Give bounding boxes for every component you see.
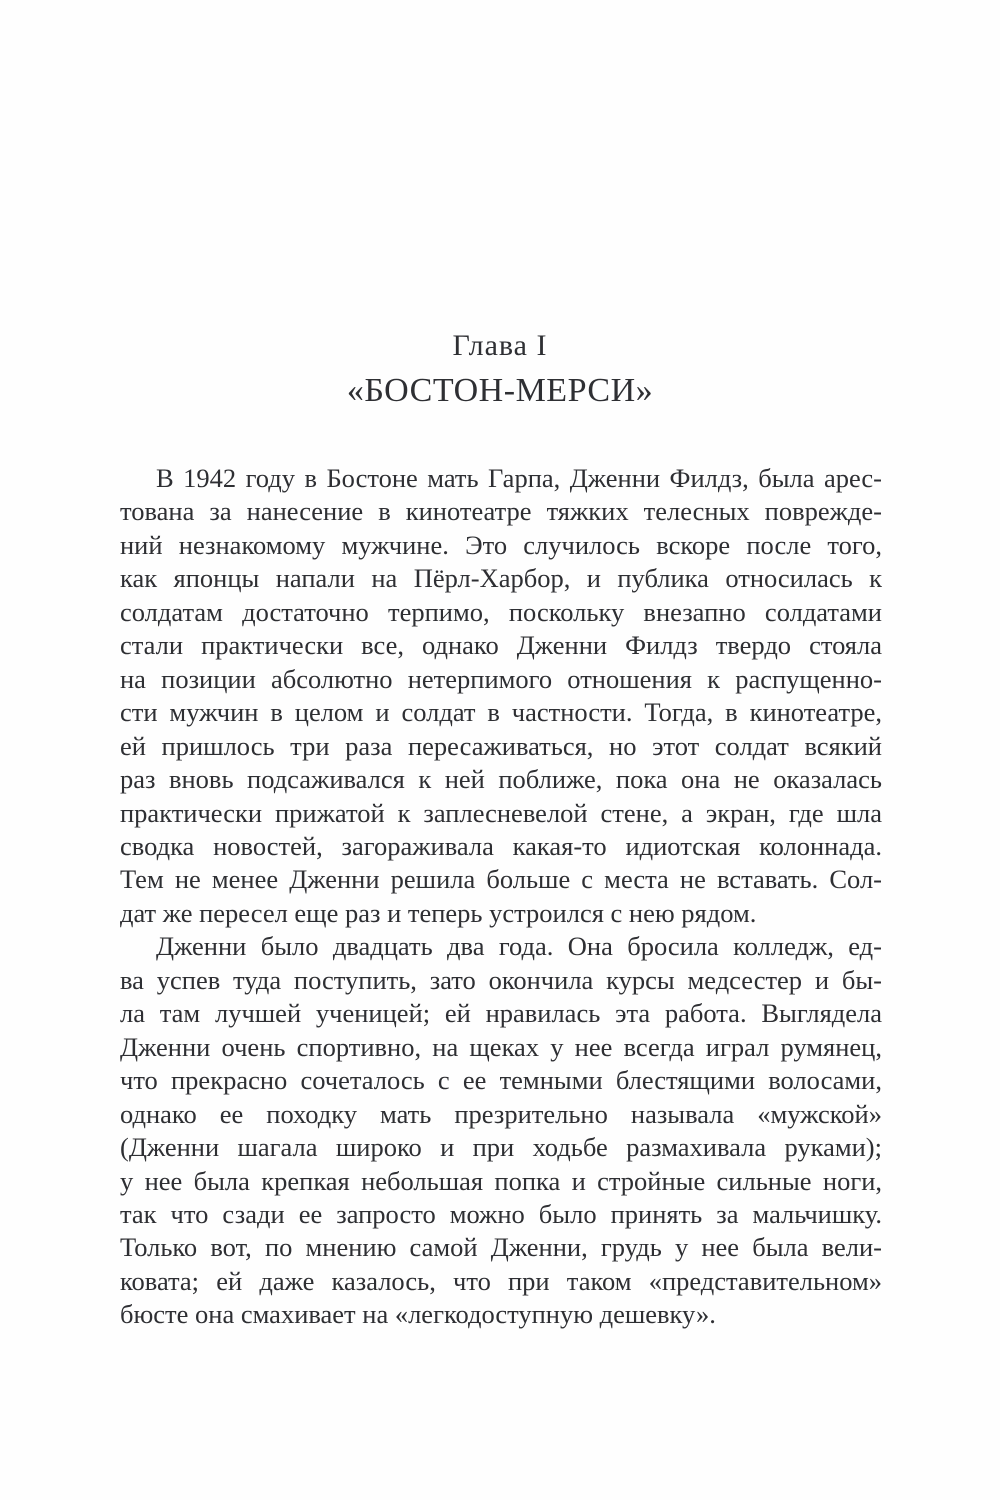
text-line: стали практически все, однако Дженни Филдз твердо стояла	[120, 630, 882, 661]
text-line: дат же пересел еще раз и теперь устроился с нею рядом.	[120, 897, 757, 928]
text-line: ей пришлось три раза пересаживаться, но этот солдат всякий	[120, 730, 882, 761]
text-line: однако ее походку мать презрительно называла «мужской»	[120, 1098, 882, 1129]
chapter-title: «БОСТОН-МЕРСИ»	[346, 372, 654, 409]
text-line: как японцы напали на Пёрл-Харбор, и публика относилась к	[120, 563, 882, 594]
text-line: так что сзади ее запросто можно было принять за мальчишку.	[120, 1198, 882, 1229]
text-line: Дженни очень спортивно, на щеках у нее всегда играл румянец,	[120, 1031, 882, 1062]
text-line: ла там лучшей ученицей; ей нравилась эта работа. Выглядела	[120, 998, 882, 1029]
text-line: сти мужчин в целом и солдат в частности. Тогда, в кинотеатре,	[120, 697, 882, 728]
text-line: практически прижатой к заплесневелой стене, а экран, где шла	[120, 797, 882, 828]
text-line: на позиции абсолютно нетерпимого отношения к распущенно-	[120, 663, 882, 694]
text-line: Дженни было двадцать два года. Она бросила колледж, ед-	[156, 931, 882, 962]
paragraph	[120, 930, 882, 1331]
chapter-label: Глава I	[452, 329, 548, 362]
text-line: тована за нанесение в кинотеатре тяжких телесных поврежде-	[120, 496, 882, 527]
text-line: ний незнакомому мужчине. Это случилось вскоре после того,	[120, 529, 882, 560]
chapter-heading	[0, 328, 1000, 411]
text-line: что прекрасно сочеталось с ее темными блестящими волосами,	[120, 1065, 882, 1096]
text-line: раз вновь подсаживался к ней поближе, пока она не оказалась	[120, 764, 882, 795]
text-line: у нее была крепкая небольшая попка и стройные сильные ноги,	[120, 1165, 882, 1196]
text-line: В 1942 году в Бостоне мать Гарпа, Дженни Филдз, была арес-	[156, 463, 882, 493]
text-line: бюсте она смахивает на «легкодоступную дешевку».	[120, 1299, 716, 1330]
text-line: (Дженни шагала широко и при ходьбе размахивала руками);	[120, 1132, 882, 1163]
text-line: ва успев туда поступить, зато окончила курсы медсестер и бы-	[120, 964, 882, 995]
text-line: солдатам достаточно терпимо, поскольку внезапно солдатами	[120, 596, 882, 627]
text-line: Только вот, по мнению самой Дженни, грудь у нее была вели-	[120, 1232, 882, 1263]
text-line: ковата; ей даже казалось, что при таком «представительном»	[120, 1265, 882, 1296]
body-text	[120, 462, 882, 1332]
paragraph	[120, 462, 882, 930]
text-line: сводка новостей, загораживала какая-то идиотская колоннада.	[120, 830, 882, 861]
text-line: Тем не менее Дженни решила больше с места не вставать. Сол-	[120, 864, 882, 895]
